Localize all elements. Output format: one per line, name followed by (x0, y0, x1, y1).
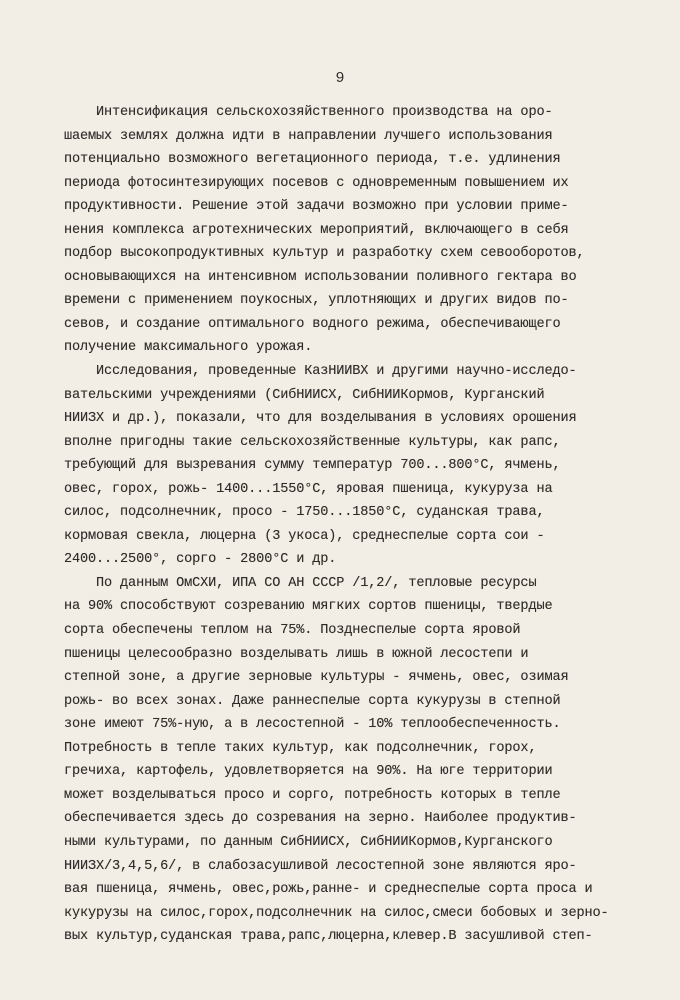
text-line: силос, подсолнечник, просо - 1750...1850°С, суданская трава, (64, 505, 545, 521)
text-line: нения комплекса агротехнических мероприятий, включающего в себя (64, 222, 569, 238)
text-line: времени с применением поукосных, уплотняющих и других видов по- (64, 293, 569, 309)
body-text (64, 101, 644, 949)
text-line: НИИЗХ/3,4,5,6/, в слабозасушливой лесостепной зоне являются яро- (64, 858, 577, 874)
text-line: пшеницы целесообразно возделывать лишь в южной лесостепи и (64, 646, 529, 662)
text-line: степной зоне, а другие зерновые культуры - ячмень, овес, озимая (64, 670, 569, 686)
text-line: продуктивности. Решение этой задачи возможно при условии приме- (64, 199, 569, 215)
text-line: гречиха, картофель, удовлетворяется на 90%. На юге территории (64, 764, 553, 780)
text-line: потенциально возможного вегетационного периода, т.е. удлинения (64, 152, 561, 168)
text-line: на 90% способствуют созреванию мягких сортов пшеницы, твердые (64, 599, 553, 615)
text-line: НИИЗХ и др.), показали, что для возделывания в условиях орошения (64, 411, 577, 427)
text-line: севов, и создание оптимального водного режима, обеспечивающего (64, 316, 561, 332)
text-line: ными культурами, по данным СибНИИСХ, СибНИИКормов,Курганского (64, 834, 553, 850)
text-line: кормовая свекла, люцерна (3 укоса), среднеспелые сорта сои - (64, 528, 545, 544)
text-line: вполне пригодны такие сельскохозяйственные культуры, как рапс, (64, 434, 561, 450)
text-line: кукурузы на силос,горох,подсолнечник на силос,смеси бобовых и зерно- (64, 905, 609, 921)
text-line: рожь- во всех зонах. Даже раннеспелые сорта кукурузы в степной (64, 693, 561, 709)
text-line: вых культур,суданская трава,рапс,люцерна,клевер.В засушливой степ- (64, 929, 593, 945)
text-line: овес, горох, рожь- 1400...1550°С, яровая пшеница, кукуруза на (64, 481, 553, 497)
text-line: сорта обеспечены теплом на 75%. Позднеспелые сорта яровой (64, 623, 521, 639)
text-line: получение максимального урожая. (64, 340, 313, 356)
text-line: обеспечивается здесь до созревания на зерно. Наиболее продуктив- (64, 811, 577, 827)
text-line: зоне имеют 75%-ную, а в лесостепной - 10% теплообеспеченность. (64, 717, 561, 733)
text-line: подбор высокопродуктивных культур и разработку схем севооборотов, (64, 246, 585, 262)
text-line: Потребность в тепле таких культур, как подсолнечник, горох, (64, 740, 537, 756)
text-line: вательскими учреждениями (СибНИИСХ, СибНИИКормов, Курганский (64, 387, 545, 403)
page-number: 9 (335, 70, 345, 87)
text-line: периода фотосинтезирующих посевов с одновременным повышением их (64, 175, 569, 191)
text-line: 2400...2500°, сорго - 2800°С и др. (64, 552, 337, 568)
text-line: Интенсификация сельскохозяйственного производства на оро- (64, 105, 553, 120)
text-line: шаемых землях должна идти в направлении лучшего использования (64, 128, 553, 144)
text-line: вая пшеница, ячмень, овес,рожь,ранне- и среднеспелые сорта проса и (64, 882, 593, 898)
text-line: По данным ОмСХИ, ИПА СО АН СССР /1,2/, тепловые ресурсы (64, 575, 537, 591)
text-line: Исследования, проведенные КазНИИВХ и другими научно-исследо- (64, 364, 577, 380)
text-line: основывающихся на интенсивном использовании поливного гектара во (64, 269, 577, 285)
text-line: может возделываться просо и сорго, потребность которых в тепле (64, 787, 561, 803)
text-line: требующий для вызревания сумму температур 700...800°С, ячмень, (64, 458, 561, 474)
